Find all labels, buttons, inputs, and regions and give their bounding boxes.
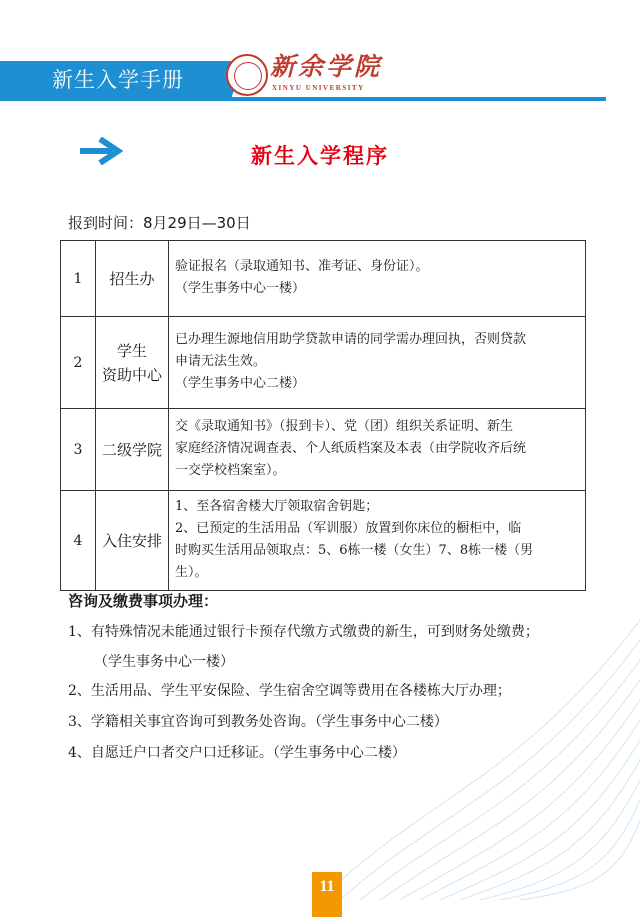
department-label: 资助中心 [101,365,162,384]
step-department [96,317,169,409]
description-line: 家庭经济情况调查表、个人纸质档案及本表（由学院收齐后统 [175,441,527,456]
step-number: 1 [61,241,96,317]
handbook-title: 新生入学手册 [52,68,184,92]
step-number: 3 [61,409,96,491]
page-number: 11 [312,872,342,917]
header-rule [0,97,606,101]
department-label: 二级学院 [101,440,162,459]
step-department [96,409,169,491]
step-description [169,317,586,409]
section-title: 新生入学程序 [251,144,389,168]
description-line: 验证报名（录取通知书、准考证、身份证）。 [175,259,429,274]
description-line: 生）。 [175,565,208,580]
report-time: 报到时间：8月29日—30日 [68,214,251,232]
step-department [96,241,169,317]
description-line: 2、已预定的生活用品（军训服）放置到你床位的橱柜中，临 [175,521,522,536]
location-note: （学生事务中心二楼） [175,376,306,391]
procedure-table [60,240,586,591]
consult-item: 3、学籍相关事宜咨询可到教务处咨询。（学生事务中心二楼） [68,714,448,730]
step-number: 2 [61,317,96,409]
consult-item: 1、有特殊情况未能通过银行卡预存代缴方式缴费的新生，可到财务处缴费； [68,624,539,640]
location-note: （学生事务中心一楼） [175,281,306,296]
consult-title: 咨询及缴费事项办理： [68,592,219,610]
logo-name: 新余学院 [270,52,383,81]
consult-section [68,590,588,769]
logo-subtitle: XINYU UNIVERSITY [272,84,365,92]
description-line: 一交学校档案室）。 [175,463,286,478]
description-line: 1、至各宿舍楼大厅领取宿舍钥匙； [175,499,379,514]
step-description [169,491,586,591]
consult-item-note: （学生事务中心一楼） [94,654,234,670]
description-line: 申请无法生效。 [175,354,267,369]
department-label: 学生 [116,341,147,360]
description-line: 已办理生源地信用助学贷款申请的同学需办理回执，否则贷款 [175,332,527,347]
step-number: 4 [61,491,96,591]
description-line: 交《录取通知书》（报到卡）、党（团）组织关系证明、新生 [175,419,514,434]
department-label: 招生办 [109,269,155,288]
procedure-row [61,409,586,491]
consult-item: 2、生活用品、学生平安保险、学生宿舍空调等费用在各楼栋大厅办理； [68,683,511,699]
description-line: 时购买生活用品领取点：5、6栋一楼（女生）7、8栋一楼（男 [175,543,534,558]
university-seal-icon [226,54,268,96]
procedure-row [61,317,586,409]
step-department [96,491,169,591]
step-description [169,409,586,491]
procedure-row [61,491,586,591]
procedure-row [61,241,586,317]
department-label: 入住安排 [101,531,162,550]
step-description [169,241,586,317]
consult-item: 4、自愿迁户口者交户口迁移证。（学生事务中心二楼） [68,745,406,761]
